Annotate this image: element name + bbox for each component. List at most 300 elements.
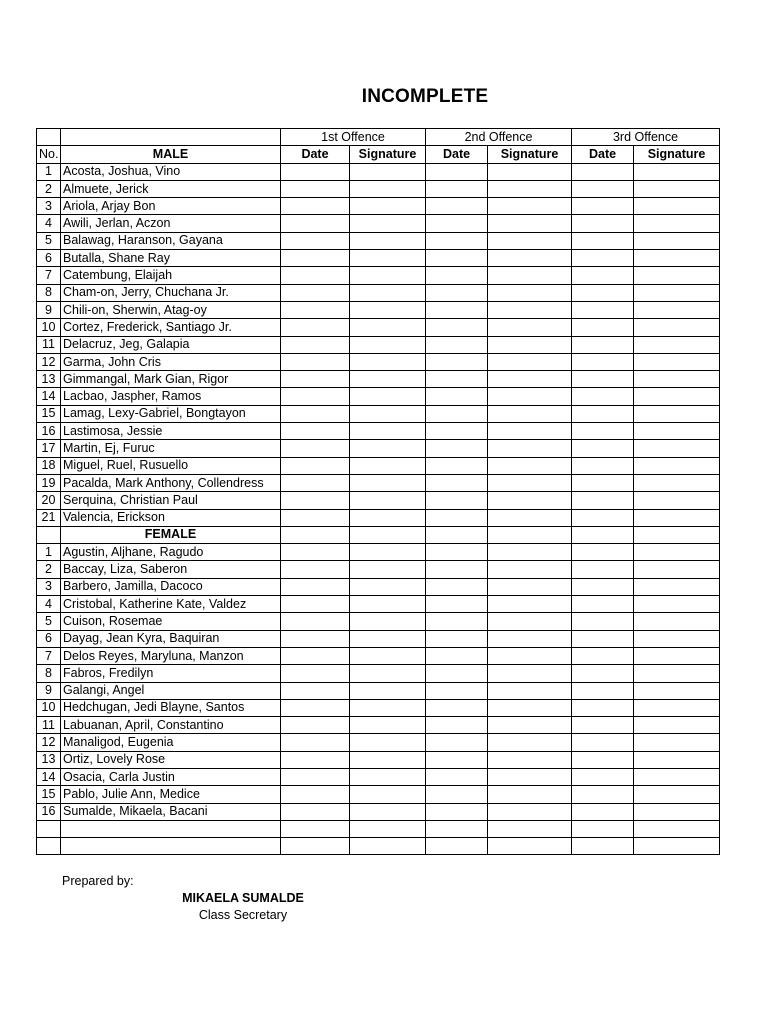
cell-date-3 <box>572 734 634 751</box>
student-number: 21 <box>37 509 61 526</box>
cell-signature-3 <box>634 613 720 630</box>
cell-signature-3 <box>634 630 720 647</box>
student-number: 11 <box>37 336 61 353</box>
cell-signature-2 <box>488 820 572 837</box>
cell-date-1 <box>281 509 350 526</box>
male-student-row <box>37 232 720 249</box>
cell-signature-2 <box>488 440 572 457</box>
cell-signature-2 <box>488 388 572 405</box>
cell-date-2 <box>426 768 488 785</box>
cell-signature-1 <box>350 405 426 422</box>
student-name: Agustin, Aljhane, Ragudo <box>61 544 281 561</box>
student-name: Almuete, Jerick <box>61 180 281 197</box>
male-student-row <box>37 405 720 422</box>
cell-signature-3 <box>634 353 720 370</box>
cell-signature-2 <box>488 665 572 682</box>
blank-row <box>37 838 720 855</box>
header-date-2: Date <box>426 146 488 163</box>
cell-signature-3 <box>634 457 720 474</box>
cell-date-3 <box>572 820 634 837</box>
male-student-row <box>37 215 720 232</box>
cell-date-1 <box>281 561 350 578</box>
student-number: 8 <box>37 665 61 682</box>
header-1st-offence: 1st Offence <box>281 129 426 146</box>
cell-signature-2 <box>488 699 572 716</box>
cell-signature-1 <box>350 734 426 751</box>
cell-date-3 <box>572 561 634 578</box>
cell-date-1 <box>281 647 350 664</box>
cell-signature-1 <box>350 578 426 595</box>
header-date-3: Date <box>572 146 634 163</box>
cell-signature-2 <box>488 250 572 267</box>
student-name: Dayag, Jean Kyra, Baquiran <box>61 630 281 647</box>
cell-signature-1 <box>350 457 426 474</box>
student-name: Hedchugan, Jedi Blayne, Santos <box>61 699 281 716</box>
female-student-row <box>37 751 720 768</box>
cell-date-3 <box>572 440 634 457</box>
cell-signature-1 <box>350 838 426 855</box>
cell-date-2 <box>426 613 488 630</box>
cell-signature-1 <box>350 699 426 716</box>
male-student-row <box>37 457 720 474</box>
cell-date-3 <box>572 699 634 716</box>
female-section-row <box>37 526 720 543</box>
male-student-row <box>37 198 720 215</box>
student-name: Baccay, Liza, Saberon <box>61 561 281 578</box>
cell-signature-2 <box>488 544 572 561</box>
cell-date-3 <box>572 301 634 318</box>
student-name: Barbero, Jamilla, Dacoco <box>61 578 281 595</box>
cell-date-3 <box>572 267 634 284</box>
student-name: Osacia, Carla Justin <box>61 768 281 785</box>
subheader-row <box>37 146 720 163</box>
student-number: 9 <box>37 682 61 699</box>
cell-signature-3 <box>634 699 720 716</box>
female-student-row <box>37 665 720 682</box>
cell-signature-1 <box>350 682 426 699</box>
student-number: 10 <box>37 699 61 716</box>
cell-date-2 <box>426 353 488 370</box>
male-student-row <box>37 267 720 284</box>
cell-date-1 <box>281 336 350 353</box>
cell-date-2 <box>426 250 488 267</box>
cell-signature-3 <box>634 492 720 509</box>
cell-signature-1 <box>350 232 426 249</box>
cell-signature-1 <box>350 665 426 682</box>
cell-date-2 <box>426 544 488 561</box>
cell-date-1 <box>281 215 350 232</box>
male-student-row <box>37 336 720 353</box>
cell-signature-3 <box>634 423 720 440</box>
blank-name-cell <box>61 820 281 837</box>
female-student-row <box>37 544 720 561</box>
student-number: 3 <box>37 198 61 215</box>
student-number: 14 <box>37 388 61 405</box>
cell-date-3 <box>572 198 634 215</box>
cell-date-3 <box>572 665 634 682</box>
cell-signature-2 <box>488 457 572 474</box>
cell-date-2 <box>426 578 488 595</box>
cell-signature-2 <box>488 717 572 734</box>
cell-signature-1 <box>350 284 426 301</box>
student-number: 5 <box>37 613 61 630</box>
cell-signature-3 <box>634 803 720 820</box>
cell-signature-3 <box>634 820 720 837</box>
blank-row <box>37 820 720 837</box>
cell-signature-2 <box>488 613 572 630</box>
student-number: 18 <box>37 457 61 474</box>
cell-date-1 <box>281 717 350 734</box>
cell-date-3 <box>572 215 634 232</box>
cell-date-3 <box>572 353 634 370</box>
cell-date-1 <box>281 250 350 267</box>
student-name: Lastimosa, Jessie <box>61 423 281 440</box>
cell-date-1 <box>281 232 350 249</box>
male-student-row <box>37 284 720 301</box>
cell-signature-2 <box>488 474 572 491</box>
cell-date-1 <box>281 457 350 474</box>
cell-signature-2 <box>488 423 572 440</box>
cell-signature-1 <box>350 198 426 215</box>
cell-signature-1 <box>350 751 426 768</box>
student-number: 6 <box>37 250 61 267</box>
cell-date-2 <box>426 630 488 647</box>
student-name: Garma, John Cris <box>61 353 281 370</box>
cell-date-1 <box>281 301 350 318</box>
student-number: 1 <box>37 163 61 180</box>
cell-date-2 <box>426 492 488 509</box>
cell-signature-2 <box>488 267 572 284</box>
cell-date-1 <box>281 665 350 682</box>
student-name: Lacbao, Jaspher, Ramos <box>61 388 281 405</box>
blank-number-cell <box>37 820 61 837</box>
offence-header-row <box>37 129 720 146</box>
cell-date-1 <box>281 180 350 197</box>
student-name: Valencia, Erickson <box>61 509 281 526</box>
cell-signature-1 <box>350 180 426 197</box>
student-name: Gimmangal, Mark Gian, Rigor <box>61 371 281 388</box>
blank-name-cell <box>61 838 281 855</box>
cell-signature-2 <box>488 509 572 526</box>
cell-signature-1 <box>350 613 426 630</box>
cell-date-2 <box>426 301 488 318</box>
cell-signature-2 <box>488 751 572 768</box>
cell-signature-2 <box>488 803 572 820</box>
student-name: Sumalde, Mikaela, Bacani <box>61 803 281 820</box>
header-corner-cell <box>37 129 61 146</box>
cell-signature-1 <box>350 544 426 561</box>
cell-date-3 <box>572 630 634 647</box>
male-student-row <box>37 440 720 457</box>
cell-signature-1 <box>350 163 426 180</box>
cell-date-3 <box>572 250 634 267</box>
cell-signature-2 <box>488 526 572 543</box>
cell-date-2 <box>426 751 488 768</box>
female-section-label: FEMALE <box>61 526 281 543</box>
student-name: Butalla, Shane Ray <box>61 250 281 267</box>
cell-date-1 <box>281 492 350 509</box>
cell-signature-2 <box>488 405 572 422</box>
male-student-row <box>37 163 720 180</box>
male-student-row <box>37 301 720 318</box>
cell-signature-2 <box>488 284 572 301</box>
student-number: 13 <box>37 751 61 768</box>
header-signature-3: Signature <box>634 146 720 163</box>
cell-signature-1 <box>350 353 426 370</box>
female-student-row <box>37 786 720 803</box>
cell-date-2 <box>426 232 488 249</box>
cell-date-1 <box>281 734 350 751</box>
cell-date-1 <box>281 198 350 215</box>
prepared-by-label: Prepared by: <box>62 874 134 888</box>
female-student-row <box>37 647 720 664</box>
cell-date-2 <box>426 371 488 388</box>
cell-date-1 <box>281 682 350 699</box>
student-name: Pacalda, Mark Anthony, Collendress <box>61 474 281 491</box>
cell-date-2 <box>426 388 488 405</box>
cell-date-2 <box>426 457 488 474</box>
female-student-row <box>37 768 720 785</box>
cell-signature-2 <box>488 630 572 647</box>
cell-signature-3 <box>634 682 720 699</box>
student-name: Pablo, Julie Ann, Medice <box>61 786 281 803</box>
cell-signature-2 <box>488 198 572 215</box>
cell-date-2 <box>426 198 488 215</box>
female-student-row <box>37 699 720 716</box>
cell-date-2 <box>426 474 488 491</box>
cell-date-1 <box>281 163 350 180</box>
cell-signature-1 <box>350 250 426 267</box>
student-number: 7 <box>37 267 61 284</box>
cell-date-2 <box>426 699 488 716</box>
female-student-row <box>37 561 720 578</box>
cell-signature-2 <box>488 734 572 751</box>
student-number: 9 <box>37 301 61 318</box>
cell-date-3 <box>572 336 634 353</box>
cell-date-3 <box>572 682 634 699</box>
cell-signature-3 <box>634 440 720 457</box>
cell-signature-1 <box>350 440 426 457</box>
section-blank-cell <box>37 526 61 543</box>
cell-signature-2 <box>488 319 572 336</box>
cell-signature-3 <box>634 267 720 284</box>
cell-signature-3 <box>634 561 720 578</box>
cell-date-1 <box>281 388 350 405</box>
cell-date-3 <box>572 457 634 474</box>
cell-signature-1 <box>350 630 426 647</box>
cell-signature-1 <box>350 267 426 284</box>
cell-signature-3 <box>634 509 720 526</box>
cell-date-2 <box>426 803 488 820</box>
cell-signature-3 <box>634 301 720 318</box>
male-student-row <box>37 423 720 440</box>
cell-date-3 <box>572 180 634 197</box>
cell-date-1 <box>281 630 350 647</box>
cell-signature-3 <box>634 474 720 491</box>
cell-signature-1 <box>350 336 426 353</box>
student-name: Galangi, Angel <box>61 682 281 699</box>
cell-date-3 <box>572 768 634 785</box>
cell-date-3 <box>572 163 634 180</box>
student-number: 2 <box>37 561 61 578</box>
female-student-row <box>37 630 720 647</box>
cell-signature-1 <box>350 371 426 388</box>
student-name: Lamag, Lexy-Gabriel, Bongtayon <box>61 405 281 422</box>
male-student-row <box>37 353 720 370</box>
cell-signature-3 <box>634 232 720 249</box>
female-student-row <box>37 578 720 595</box>
student-number: 20 <box>37 492 61 509</box>
document-title: INCOMPLETE <box>361 86 489 107</box>
cell-date-1 <box>281 751 350 768</box>
cell-signature-3 <box>634 180 720 197</box>
cell-date-3 <box>572 578 634 595</box>
cell-date-1 <box>281 820 350 837</box>
cell-date-1 <box>281 371 350 388</box>
cell-signature-3 <box>634 336 720 353</box>
cell-date-2 <box>426 682 488 699</box>
cell-signature-2 <box>488 215 572 232</box>
cell-date-3 <box>572 232 634 249</box>
cell-date-2 <box>426 267 488 284</box>
male-student-row <box>37 388 720 405</box>
cell-signature-3 <box>634 388 720 405</box>
cell-date-2 <box>426 336 488 353</box>
cell-date-3 <box>572 596 634 613</box>
cell-date-1 <box>281 526 350 543</box>
student-number: 15 <box>37 405 61 422</box>
cell-date-2 <box>426 180 488 197</box>
student-number: 6 <box>37 630 61 647</box>
cell-date-3 <box>572 284 634 301</box>
cell-date-2 <box>426 319 488 336</box>
student-number: 13 <box>37 371 61 388</box>
student-name: Cortez, Frederick, Santiago Jr. <box>61 319 281 336</box>
cell-signature-1 <box>350 319 426 336</box>
cell-date-2 <box>426 405 488 422</box>
male-student-row <box>37 509 720 526</box>
cell-date-2 <box>426 820 488 837</box>
cell-date-2 <box>426 423 488 440</box>
student-name: Martin, Ej, Furuc <box>61 440 281 457</box>
student-name: Ortiz, Lovely Rose <box>61 751 281 768</box>
student-name: Cuison, Rosemae <box>61 613 281 630</box>
cell-signature-2 <box>488 596 572 613</box>
student-name: Cham-on, Jerry, Chuchana Jr. <box>61 284 281 301</box>
cell-date-2 <box>426 509 488 526</box>
student-number: 11 <box>37 717 61 734</box>
student-number: 19 <box>37 474 61 491</box>
cell-signature-3 <box>634 768 720 785</box>
roster-body <box>37 129 720 855</box>
header-corner-cell <box>61 129 281 146</box>
male-student-row <box>37 250 720 267</box>
cell-date-2 <box>426 838 488 855</box>
cell-date-3 <box>572 786 634 803</box>
student-number: 1 <box>37 544 61 561</box>
cell-signature-1 <box>350 786 426 803</box>
cell-signature-3 <box>634 734 720 751</box>
header-male: MALE <box>61 146 281 163</box>
cell-signature-2 <box>488 232 572 249</box>
cell-signature-1 <box>350 423 426 440</box>
cell-date-3 <box>572 647 634 664</box>
cell-signature-3 <box>634 717 720 734</box>
student-number: 15 <box>37 786 61 803</box>
cell-signature-3 <box>634 526 720 543</box>
female-student-row <box>37 682 720 699</box>
cell-signature-3 <box>634 198 720 215</box>
cell-signature-2 <box>488 578 572 595</box>
cell-date-3 <box>572 717 634 734</box>
cell-signature-1 <box>350 215 426 232</box>
student-number: 12 <box>37 734 61 751</box>
cell-signature-3 <box>634 647 720 664</box>
cell-signature-1 <box>350 474 426 491</box>
cell-date-2 <box>426 647 488 664</box>
cell-signature-2 <box>488 682 572 699</box>
cell-date-3 <box>572 388 634 405</box>
student-number: 12 <box>37 353 61 370</box>
cell-signature-2 <box>488 336 572 353</box>
cell-signature-3 <box>634 405 720 422</box>
cell-date-2 <box>426 284 488 301</box>
cell-signature-1 <box>350 301 426 318</box>
cell-date-2 <box>426 786 488 803</box>
cell-date-3 <box>572 803 634 820</box>
student-name: Miguel, Ruel, Rusuello <box>61 457 281 474</box>
male-student-row <box>37 180 720 197</box>
cell-date-2 <box>426 717 488 734</box>
cell-signature-2 <box>488 492 572 509</box>
cell-signature-2 <box>488 180 572 197</box>
student-name: Awili, Jerlan, Aczon <box>61 215 281 232</box>
cell-signature-3 <box>634 786 720 803</box>
student-number: 5 <box>37 232 61 249</box>
cell-date-2 <box>426 163 488 180</box>
female-student-row <box>37 613 720 630</box>
cell-signature-3 <box>634 596 720 613</box>
student-number: 4 <box>37 215 61 232</box>
header-signature-1: Signature <box>350 146 426 163</box>
cell-date-1 <box>281 353 350 370</box>
cell-date-1 <box>281 405 350 422</box>
cell-date-3 <box>572 474 634 491</box>
cell-date-1 <box>281 803 350 820</box>
cell-date-3 <box>572 509 634 526</box>
cell-date-1 <box>281 578 350 595</box>
student-number: 8 <box>37 284 61 301</box>
cell-date-2 <box>426 596 488 613</box>
cell-signature-1 <box>350 768 426 785</box>
cell-date-3 <box>572 405 634 422</box>
cell-signature-2 <box>488 561 572 578</box>
student-name: Catembung, Elaijah <box>61 267 281 284</box>
cell-signature-2 <box>488 786 572 803</box>
cell-signature-1 <box>350 647 426 664</box>
cell-date-1 <box>281 319 350 336</box>
male-student-row <box>37 371 720 388</box>
female-student-row <box>37 734 720 751</box>
cell-signature-1 <box>350 717 426 734</box>
student-number: 3 <box>37 578 61 595</box>
cell-date-3 <box>572 319 634 336</box>
student-name: Acosta, Joshua, Vino <box>61 163 281 180</box>
header-no: No. <box>37 146 61 163</box>
cell-signature-1 <box>350 509 426 526</box>
blank-number-cell <box>37 838 61 855</box>
cell-signature-3 <box>634 371 720 388</box>
